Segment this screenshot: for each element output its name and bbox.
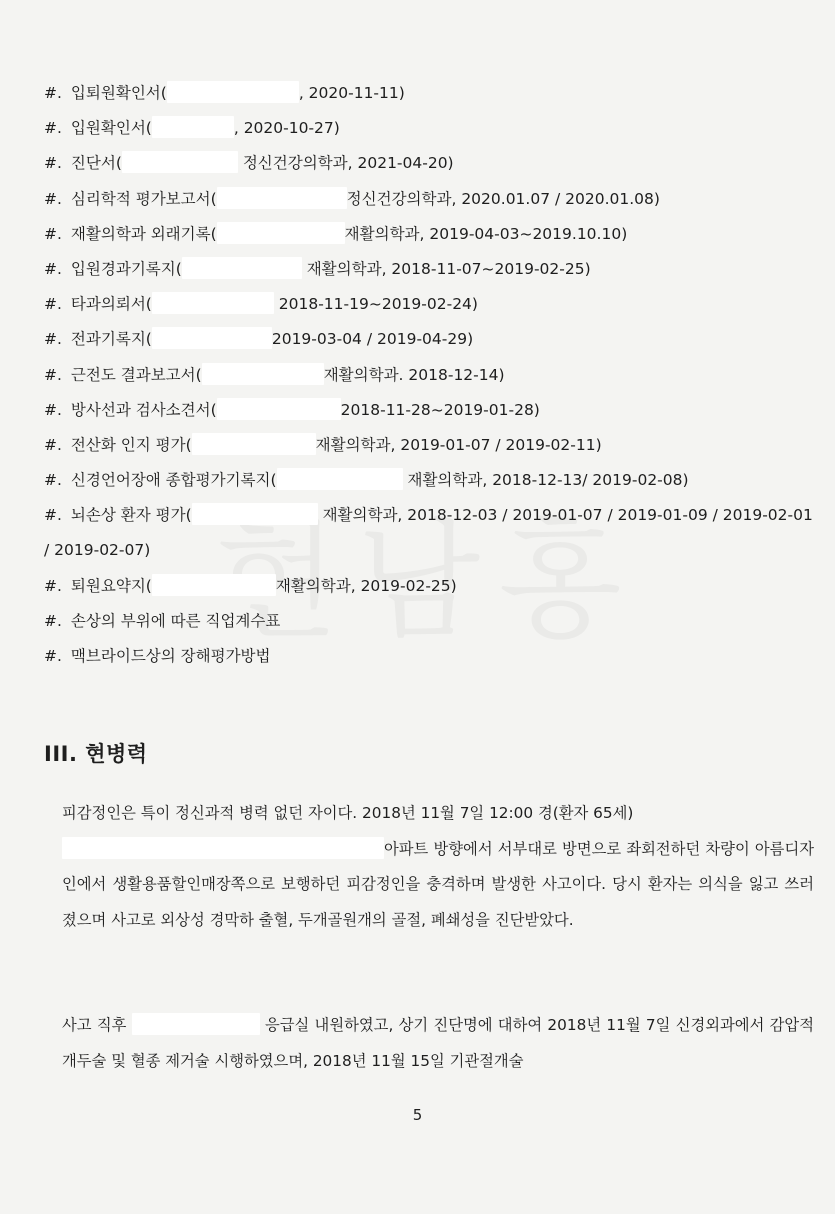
list-item-detail: 재활의학과, 2018-11-07~2019-02-25) (301, 260, 591, 278)
list-item-detail: 재활의학과, 2018-12-13/ 2019-02-08) (402, 471, 689, 489)
list-item-title: 입퇴원확인서( (70, 84, 167, 102)
list-item-detail: 재활의학과, 2019-02-25) (275, 577, 457, 595)
redaction-box (217, 398, 341, 420)
list-item-title: 타과의뢰서( (70, 295, 152, 313)
list-item: #. 재활의학과 외래기록( 재활의학과, 2019-04-03~2019.10.10) (44, 217, 819, 252)
list-item-detail: 재활의학과, 2019-04-03~2019.10.10) (344, 225, 628, 243)
list-item: #. 신경언어장애 종합평가기록지( 재활의학과, 2018-12-13/ 2019-02-08) (44, 463, 819, 498)
redaction-box (202, 363, 324, 385)
paragraph-text: 응급실 내원하였고, 상기 진단명에 대하여 2018년 11월 7일 신경외과에서 감압적 개두술 및 혈종 제거술 시행하였으며, 2018년 11월 15일 기관절개술 (62, 1016, 814, 1070)
redaction-box (192, 433, 316, 455)
section-heading: III. 현병력 (44, 742, 148, 766)
redaction-box (132, 1013, 260, 1035)
list-item-detail: 재활의학과. 2018-12-14) (323, 366, 505, 384)
redaction-box (152, 574, 276, 596)
list-item-detail: 2018-11-28~2019-01-28) (340, 401, 540, 419)
list-item-title: 전과기록지( (70, 330, 152, 348)
list-item-detail: 2018-11-19~2019-02-24) (273, 295, 478, 313)
list-item: #. 뇌손상 환자 평가( 재활의학과, 2018-12-03 / 2019-01-07 / 2019-01-09 / 2019-02-01 / 2019-02-07) (44, 498, 819, 568)
list-item-title: 진단서( (70, 154, 122, 172)
list-item-title: 심리학적 평가보고서( (70, 190, 217, 208)
redaction-box (217, 187, 347, 209)
redaction-box (152, 327, 272, 349)
page-number: 5 (412, 1106, 423, 1124)
list-item: #. 전과기록지( 2019-03-04 / 2019-04-29) (44, 322, 819, 357)
list-item: #. 입원확인서( , 2020-10-27) (44, 111, 819, 146)
paragraph-text: 아파트 방향에서 서부대로 방면으로 좌회전하던 차량이 아름디자인에서 생활용품할인매장쪽으로 보행하던 피감정인을 충격하며 발생한 사고이다. 당시 환자는 의식을 잃고 쓰러졌으며 사고로 외상성 경막하 출혈, 두개골원개의 골절, 폐쇄성을 진단받았다. (62, 839, 814, 929)
list-item-title: 전산화 인지 평가( (70, 436, 192, 454)
list-item: #. 타과의뢰서( 2018-11-19~2019-02-24) (44, 287, 819, 322)
list-item: #. 맥브라이드상의 장해평가방법 (44, 647, 271, 665)
list-item-title: 신경언어장애 종합평가기록지( (70, 471, 277, 489)
list-item-title: 방사선과 검사소견서( (70, 401, 217, 419)
redaction-box (122, 151, 238, 173)
redaction-box (152, 116, 234, 138)
list-item: #. 진단서( 정신건강의학과, 2021-04-20) (44, 146, 819, 181)
redaction-box (152, 292, 274, 314)
list-item-detail: 2019-03-04 / 2019-04-29) (271, 330, 474, 348)
list-item: #. 전산화 인지 평가( 재활의학과, 2019-01-07 / 2019-02-11) (44, 428, 819, 463)
list-item-detail: , 2020-10-27) (233, 119, 340, 137)
redaction-box (182, 257, 302, 279)
list-item-title: 맥브라이드상의 장해평가방법 (70, 647, 271, 665)
list-item-detail: 정신건강의학과, 2020.01.07 / 2020.01.08) (346, 190, 660, 208)
list-item-title: 손상의 부위에 따른 직업계수표 (70, 612, 281, 630)
redaction-box (62, 837, 384, 859)
list-item-detail: 재활의학과, 2019-01-07 / 2019-02-11) (315, 436, 602, 454)
list-item-title: 근전도 결과보고서( (70, 366, 202, 384)
list-item-title: 재활의학과 외래기록( (70, 225, 217, 243)
list-item-title: 뇌손상 환자 평가( (70, 506, 192, 524)
list-item: #. 근전도 결과보고서( 재활의학과. 2018-12-14) (44, 358, 819, 393)
redaction-box (217, 222, 345, 244)
list-item: #. 손상의 부위에 따른 직업계수표 (44, 612, 281, 630)
paragraph-text: 피감정인은 특이 정신과적 병력 없던 자이다. 2018년 11월 7일 12:00 경(환자 65세) (62, 804, 634, 822)
list-item: #. 방사선과 검사소견서( 2018-11-28~2019-01-28) (44, 393, 819, 428)
history-paragraph (62, 1008, 814, 1079)
list-item-detail: , 2020-11-11) (298, 84, 405, 102)
list-item-title: 입원경과기록지( (70, 260, 182, 278)
redaction-box (192, 503, 318, 525)
list-item: #. 입퇴원확인서( , 2020-11-11) (44, 76, 819, 111)
history-paragraph (62, 796, 814, 938)
paragraph-text: 사고 직후 (62, 1016, 127, 1034)
redaction-box (167, 81, 299, 103)
list-item-detail: 재활의학과, 2018-12-03 / 2019-01-07 / 2019-01-09 / 2019-02-01 / 2019-02-07) (44, 506, 813, 559)
list-item-title: 퇴원요약지( (70, 577, 152, 595)
list-item: #. 심리학적 평가보고서( 정신건강의학과, 2020.01.07 / 2020.01.08) (44, 182, 819, 217)
redaction-box (277, 468, 403, 490)
list-item-detail: 정신건강의학과, 2021-04-20) (237, 154, 454, 172)
list-item: #. 입원경과기록지( 재활의학과, 2018-11-07~2019-02-25) (44, 252, 819, 287)
list-item-title: 입원확인서( (70, 119, 152, 137)
list-item: #. 퇴원요약지( 재활의학과, 2019-02-25) (44, 569, 819, 604)
